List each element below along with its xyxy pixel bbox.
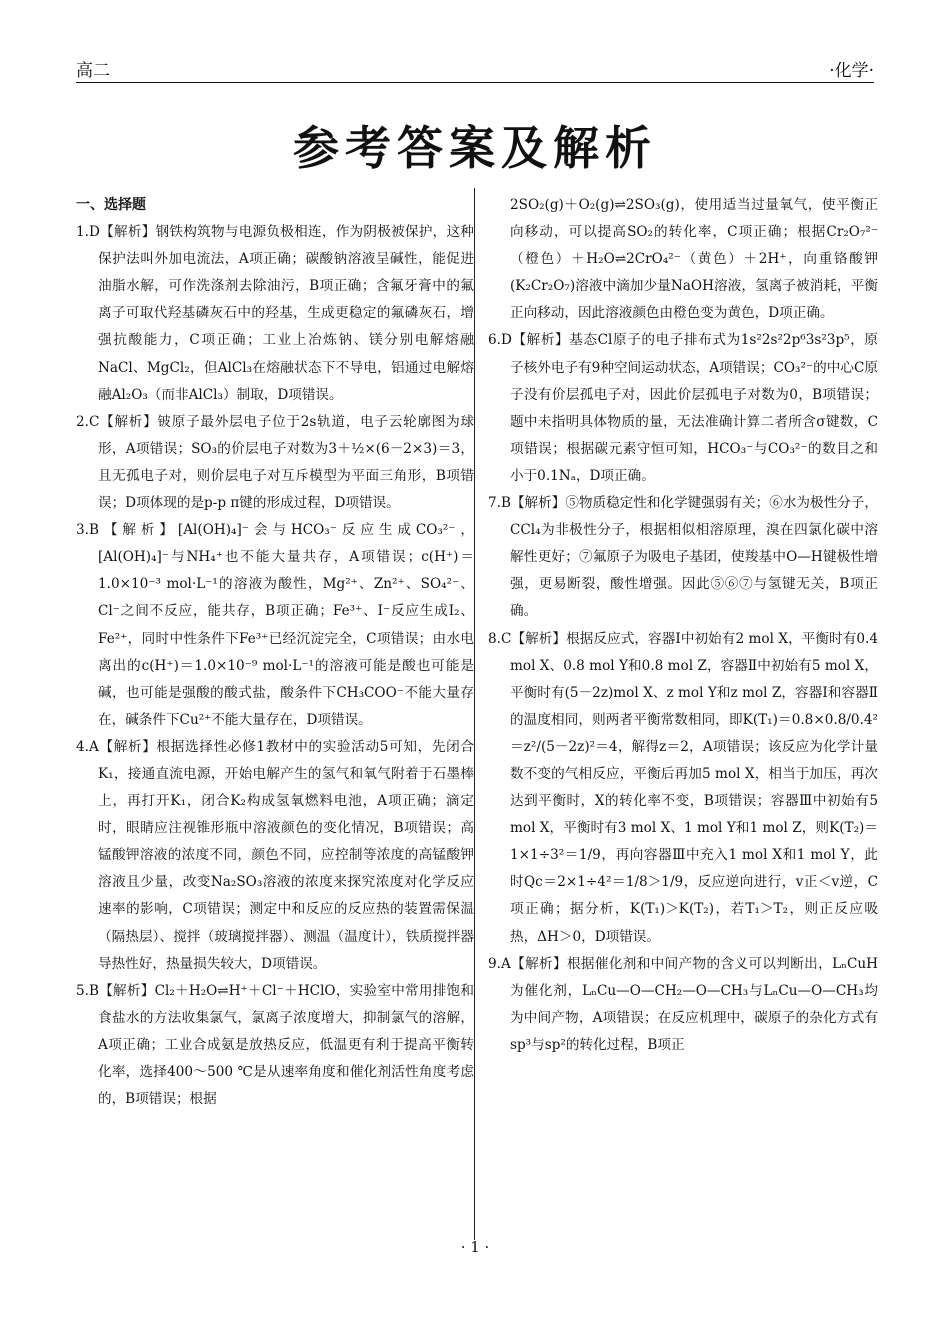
section-title: 一、选择题 <box>76 197 146 213</box>
grade-label: 高二 <box>76 61 110 81</box>
answer-item-7: 7.B【解析】⑤物质稳定性和化学键强弱有关；⑥水为极性分子，CCl₄为非极性分子，根据相似相溶原理，溴在四氯化碳中溶解性更好；⑦氟原子为吸电子基团，使羧基中O—H键极性增强，更易断裂，酸性增强。因此⑤⑥⑦与氢键无关，B项正确。 <box>488 495 878 620</box>
page-number: · 1 · <box>460 1238 490 1256</box>
right-column <box>488 192 878 1059</box>
answer-item-4: 4.A【解析】根据选择性必修1教材中的实验活动5可知，先闭合K₁，接通直流电源，开始电解产生的氢气和氧气附着于石墨棒上，再打开K₁，闭合K₂构成氢氧燃料电池，A项正确；滴定时，眼睛应注视锥形瓶中溶液颜色的变化情况，B项错误；高锰酸钾溶液的浓度不同，颜色不同，应控制等浓度的高锰酸钾溶液且少量，改变Na₂SO₃溶液的浓度来探究浓度对化学反应速率的影响，C项错误；测定中和反应的反应热的装置需保温（隔热层）、搅拌（玻璃搅拌器）、测温（温度计），铁质搅拌器导热性好，热量损失较大，D项错误。 <box>76 738 474 972</box>
answer-item-5-continued: 2SO₂(g)＋O₂(g)⇌2SO₃(g)，使用适当过量氧气，使平衡正向移动，可以提高SO₂的转化率，C项正确；根据Cr₂O₇²⁻（橙色）＋H₂O⇌2CrO₄²⁻（黄色）＋2H⁺，向重铬酸钾(K₂Cr₂O₇)溶液中滴加少量NaOH溶液，氢离子被消耗，平衡正向移动，因此溶液颜色由橙色变为黄色，D项正确。 <box>510 197 878 322</box>
answer-item-5: 5.B【解析】Cl₂＋H₂O⇌H⁺＋Cl⁻＋HClO，实验室中常用排饱和食盐水的方法收集氯气，氯离子浓度增大，抑制氯气的溶解，A项正确；工业合成氨是放热反应，低温更有利于提高平衡转化率，选择400～500 ℃是从速率角度和催化剂活性角度考虑的，B项错误；根据 <box>76 982 474 1108</box>
answer-item-8: 8.C【解析】根据反应式，容器Ⅰ中初始有2 mol X，平衡时有0.4 mol X、0.8 mol Y和0.8 mol Z，容器Ⅱ中初始有5 mol X，平衡时有(5－2z)mol X、z mol Y和z mol Z，容器Ⅰ和容器Ⅱ的温度相同，则两者平衡常数相同，即K(T₁)＝0.8×0.8/0.4²＝z²/(5－2z)²＝4，解得z＝2，A项错误；该反应为化学计量数不变的气相反应，平衡后再加5 mol X，相当于加压，再次达到平衡时，X的转化率不变，B项错误；容器Ⅲ中初始有5 mol X，平衡时有3 mol X、1 mol Y和1 mol Z，则K(T₂)＝1×1÷3²＝1/9，再向容器Ⅲ中充入1 mol X和1 mol Y，此时Qc＝2×1÷4²＝1/8＞1/9，反应逆向进行，v正＜v逆，C项正确；据分析，K(T₁)＞K(T₂)，若T₁＞T₂，则正反应吸热，ΔH＞0，D项错误。 <box>488 630 878 945</box>
answer-item-1: 1.D【解析】钢铁构筑物与电源负极相连，作为阴极被保护，这种保护法叫外加电流法，A项正确；碳酸钠溶液呈碱性，能促进油脂水解，可作洗涤剂去除油污，B项正确；含氟牙膏中的氟离子可取代羟基磷灰石中的羟基，生成更稳定的氟磷灰石，增强抗酸能力，C项正确；工业上冶炼钠、镁分别电解熔融NaCl、MgCl₂，但AlCl₃在熔融状态下不导电，铝通过电解熔融Al₂O₃（而非AlCl₃）制取，D项错误。 <box>76 224 474 403</box>
page-header <box>76 52 874 83</box>
answer-item-9: 9.A【解析】根据催化剂和中间产物的含义可以判断出，LₙCuH为催化剂，LₙCu—O—CH₂—O—CH₃与LₙCu—O—CH₃均为中间产物，A项错误；在反应机理中，碳原子的杂化方式有sp³与sp²的转化过程，B项正 <box>488 955 878 1053</box>
subject-label: ·化学· <box>829 61 874 81</box>
left-column <box>76 192 474 1113</box>
column-divider <box>474 188 475 1240</box>
answer-item-6: 6.D【解析】基态Cl原子的电子排布式为1s²2s²2p⁶3s²3p⁵，原子核外电子有9种空间运动状态，A项错误；CO₃²⁻的中心C原子没有价层孤电子对，因此价层孤电子对数为0，B项错误；题中未指明具体物质的量，无法准确计算二者所含σ键数，C项错误；根据碳元素守恒可知，HCO₃⁻与CO₃²⁻的数目之和小于0.1Nₐ，D项正确。 <box>488 332 878 484</box>
answer-item-3: 3.B【解析】[Al(OH)₄]⁻会与HCO₃⁻反应生成CO₃²⁻，[Al(OH)₄]⁻与NH₄⁺也不能大量共存，A项错误；c(H⁺)＝1.0×10⁻³ mol·L⁻¹的溶液为酸性，Mg²⁺、Zn²⁺、SO₄²⁻、Cl⁻之间不反应，能共存，B项正确；Fe³⁺、I⁻反应生成I₂、Fe²⁺，同时中性条件下Fe³⁺已经沉淀完全，C项错误；由水电离出的c(H⁺)＝1.0×10⁻⁹ mol·L⁻¹的溶液可能是酸也可能是碱，也可能是强酸的酸式盐，酸条件下CH₃COO⁻不能大量存在，碱条件下Cu²⁺不能大量存在，D项错误。 <box>76 522 474 728</box>
page-title: 参考答案及解析 <box>293 121 657 175</box>
answer-item-2: 2.C【解析】铍原子最外层电子位于2s轨道，电子云轮廓图为球形，A项错误；SO₃的价层电子对数为3＋½×(6－2×3)＝3，且无孤电子对，则价层电子对互斥模型为平面三角形，B项错误；D项体现的是p-p π键的形成过程，D项错误。 <box>76 413 474 512</box>
